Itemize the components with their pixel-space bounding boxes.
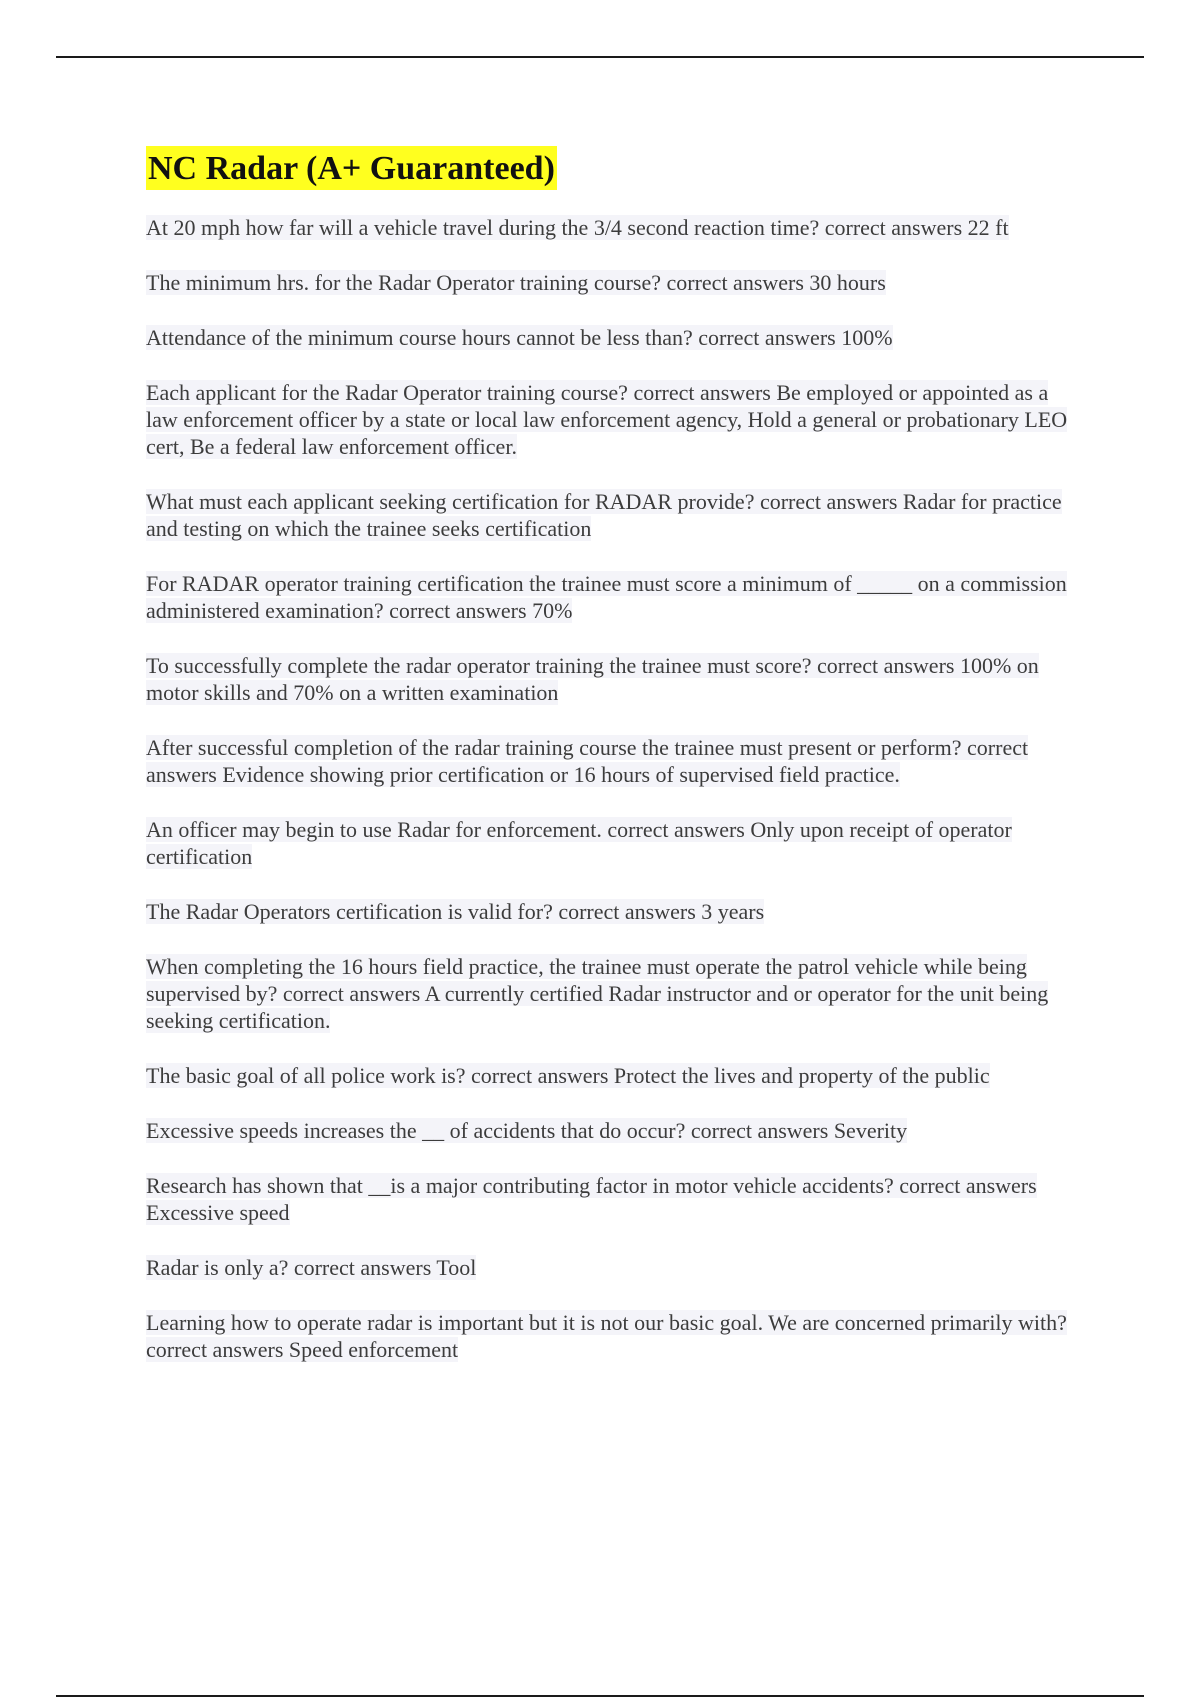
qa-item: Attendance of the minimum course hours cannot be less than? correct answers 100% bbox=[146, 325, 893, 350]
qa-item: The Radar Operators certification is valid for? correct answers 3 years bbox=[146, 899, 765, 924]
qa-item: Excessive speeds increases the __ of accidents that do occur? correct answers Severity bbox=[146, 1118, 908, 1143]
qa-item: Each applicant for the Radar Operator training course? correct answers Be employed or appointed as a law enforcement officer by a state or local law enforcement agency, Hold a general or probationary LEO cert, Be a federal law enforcement officer. bbox=[146, 380, 1068, 459]
document-title: NC Radar (A+ Guaranteed) bbox=[146, 146, 557, 190]
qa-item: The basic goal of all police work is? correct answers Protect the lives and property of the public bbox=[146, 1063, 990, 1088]
bottom-rule bbox=[56, 1695, 1144, 1697]
qa-item: For RADAR operator training certification the trainee must score a minimum of _____ on a commission administered examination? correct answers 70% bbox=[146, 571, 1067, 623]
qa-item: What must each applicant seeking certification for RADAR provide? correct answers Radar for practice and testing on which the trainee seeks certification bbox=[146, 489, 1062, 541]
qa-item: Learning how to operate radar is important but it is not our basic goal. We are concerned primarily with? correct answers Speed enforcement bbox=[146, 1310, 1067, 1362]
top-rule bbox=[56, 56, 1144, 58]
qa-item: Radar is only a? correct answers Tool bbox=[146, 1255, 477, 1280]
qa-item: The minimum hrs. for the Radar Operator training course? correct answers 30 hours bbox=[146, 270, 886, 295]
qa-item: To successfully complete the radar operator training the trainee must score? correct answers 100% on motor skills and 70% on a written examination bbox=[146, 653, 1039, 705]
qa-item: After successful completion of the radar training course the trainee must present or perform? correct answers Evidence showing prior certification or 16 hours of supervised field practice. bbox=[146, 735, 1029, 787]
qa-item: An officer may begin to use Radar for enforcement. correct answers Only upon receipt of operator certification bbox=[146, 817, 1012, 869]
document-body bbox=[146, 146, 1076, 1391]
qa-list bbox=[146, 214, 1076, 1363]
qa-item: At 20 mph how far will a vehicle travel during the 3/4 second reaction time? correct answers 22 ft bbox=[146, 215, 1009, 240]
qa-item: Research has shown that __is a major contributing factor in motor vehicle accidents? correct answers Excessive speed bbox=[146, 1173, 1037, 1225]
qa-item: When completing the 16 hours field practice, the trainee must operate the patrol vehicle while being supervised by? correct answers A currently certified Radar instructor and or operator for the unit being seeking certification. bbox=[146, 954, 1049, 1033]
